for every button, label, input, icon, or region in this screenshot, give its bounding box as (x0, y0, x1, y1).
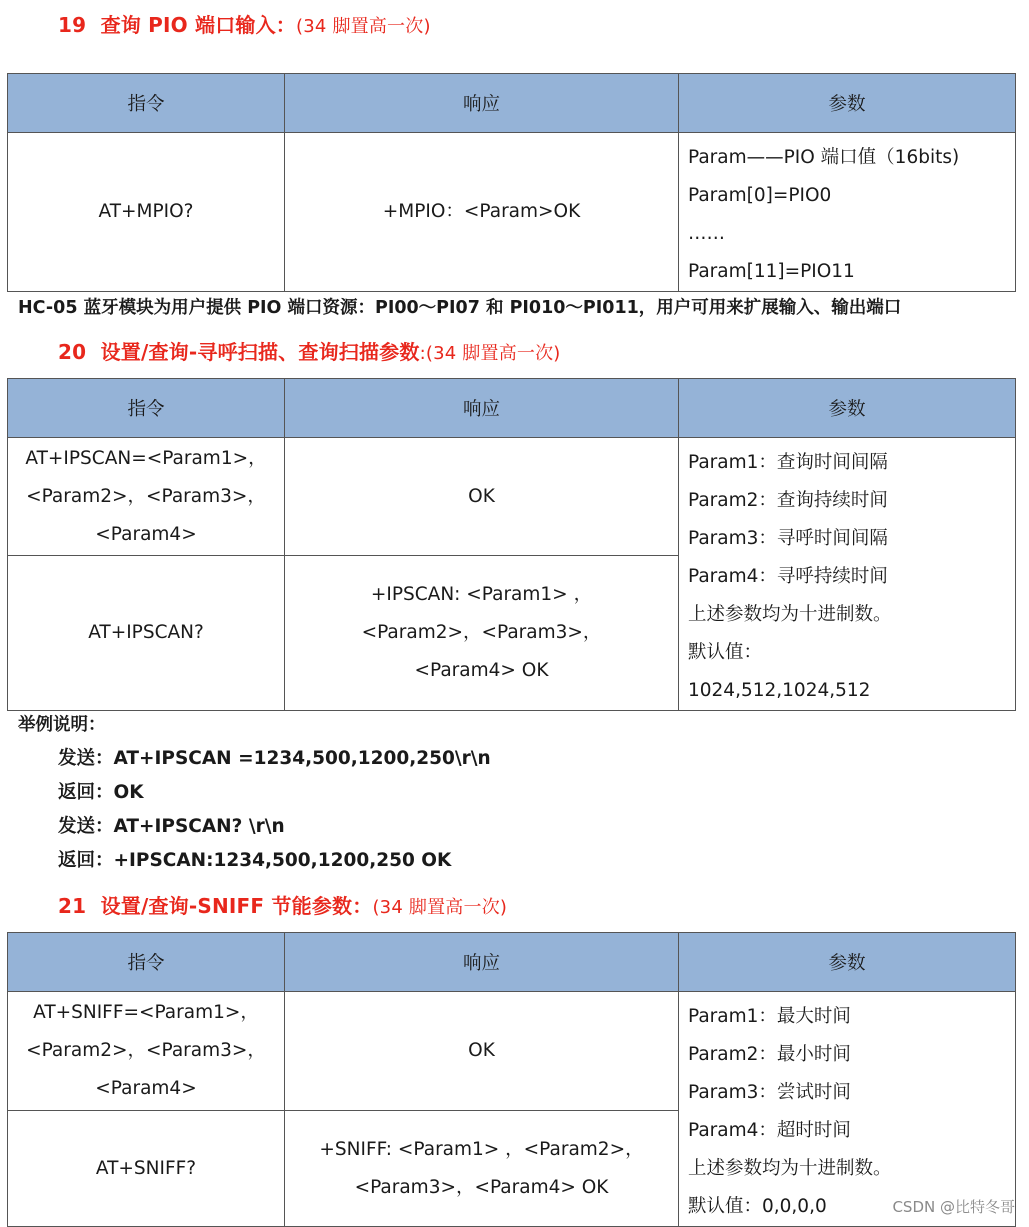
table-header-row (8, 379, 1016, 438)
param-line: Param[11]=PIO11 (688, 261, 855, 282)
section-title: 查询 PIO 端口输入： (100, 13, 296, 37)
header-command: 指令 (8, 74, 285, 133)
table-row (8, 133, 1016, 292)
param-line: 默认值： (688, 642, 763, 663)
header-response: 响应 (285, 74, 679, 133)
set-response-cell (285, 438, 679, 556)
params-cell (679, 133, 1016, 292)
command-text: <Param2>，<Param3>， (26, 1040, 266, 1062)
example-line: 返回：OK (58, 782, 144, 803)
header-response: 响应 (285, 933, 679, 992)
set-response-cell (285, 992, 679, 1111)
table-row (8, 992, 1016, 1111)
section-title: 设置/查询-寻呼扫描、查询扫描参数 (100, 340, 420, 364)
header-params: 参数 (679, 933, 1016, 992)
response-text: <Param2>，<Param3>， (361, 622, 602, 644)
param-line: 上述参数均为十进制数。 (688, 604, 892, 625)
section-subtitle: :(34 脚置高一次) (419, 343, 561, 364)
query-command-cell (8, 1111, 285, 1227)
section-number: 21 (58, 894, 87, 918)
response-text: OK (468, 485, 495, 507)
set-command-cell (8, 438, 285, 556)
command-text: <Param4> (95, 523, 197, 545)
section-title: 设置/查询-SNIFF 节能参数： (100, 894, 373, 918)
response-cell (285, 133, 679, 292)
param-line: 上述参数均为十进制数。 (688, 1158, 892, 1179)
command-text: AT+IPSCAN? (88, 622, 204, 644)
example-line: 返回：+IPSCAN:1234,500,1200,250 OK (58, 850, 452, 871)
param-line: Param4：寻呼持续时间 (688, 566, 888, 587)
param-line: Param4：超时时间 (688, 1120, 851, 1141)
command-cell (8, 133, 285, 292)
header-command: 指令 (8, 933, 285, 992)
header-response: 响应 (285, 379, 679, 438)
command-text: <Param4> (95, 1078, 197, 1100)
section-21-heading (58, 890, 507, 919)
response-text: <Param4> OK (414, 660, 549, 682)
table-row (8, 438, 1016, 556)
param-line: Param——PIO 端口值（16bits) (688, 147, 960, 168)
response-text: +MPIO：<Param>OK (382, 201, 581, 222)
header-command: 指令 (8, 379, 285, 438)
section-number: 20 (58, 340, 87, 364)
set-command-cell (8, 992, 285, 1111)
query-command-cell (8, 556, 285, 711)
watermark: CSDN @比特冬哥 (892, 1198, 1015, 1216)
param-line: 1024,512,1024,512 (688, 680, 871, 701)
command-text: AT+IPSCAN=<Param1>， (25, 447, 267, 469)
section-20-heading (58, 336, 561, 365)
example-line: 发送：AT+IPSCAN =1234,500,1200,250\r\n (58, 748, 491, 769)
section-number: 19 (58, 13, 87, 37)
header-params: 参数 (679, 74, 1016, 133)
pio-note: HC-05 蓝牙模块为用户提供 PIO 端口资源：PI00～PI07 和 PI010～PI011，用户可用来扩展输入、输出端口 (18, 298, 902, 318)
param-line: 默认值：0,0,0,0 (688, 1196, 827, 1217)
param-line: Param1：查询时间间隔 (688, 452, 888, 473)
command-text: AT+SNIFF=<Param1>， (33, 1002, 259, 1024)
command-text: AT+MPIO? (98, 201, 194, 222)
example-title: 举例说明： (18, 715, 106, 735)
param-line: Param[0]=PIO0 (688, 185, 832, 206)
params-cell (679, 438, 1016, 711)
command-text: <Param2>，<Param3>， (26, 485, 266, 507)
table-header-row (8, 933, 1016, 992)
param-line: …… (688, 223, 725, 244)
command-text: AT+SNIFF? (95, 1157, 197, 1179)
header-params: 参数 (679, 379, 1016, 438)
param-line: Param1：最大时间 (688, 1006, 851, 1027)
section-subtitle: (34 脚置高一次) (372, 897, 508, 918)
response-text: <Param3>，<Param4> OK (354, 1176, 609, 1198)
response-text: +SNIFF: <Param1> ，<Param2>， (319, 1138, 644, 1160)
param-line: Param2：最小时间 (688, 1044, 851, 1065)
response-text: OK (468, 1040, 495, 1062)
response-text: +IPSCAN: <Param1> ， (370, 584, 593, 606)
query-response-cell (285, 1111, 679, 1227)
table-header-row (8, 74, 1016, 133)
param-line: Param2：查询持续时间 (688, 490, 888, 511)
sniff-table (7, 932, 1016, 1227)
section-subtitle: (34 脚置高一次) (296, 16, 431, 37)
section-19-heading (58, 9, 431, 38)
query-response-cell (285, 556, 679, 711)
param-line: Param3：寻呼时间间隔 (688, 528, 888, 549)
params-cell (679, 992, 1016, 1227)
param-line: Param3：尝试时间 (688, 1082, 851, 1103)
example-line: 发送：AT+IPSCAN? \r\n (58, 816, 285, 837)
pio-query-table (7, 73, 1016, 292)
ipscan-table (7, 378, 1016, 711)
